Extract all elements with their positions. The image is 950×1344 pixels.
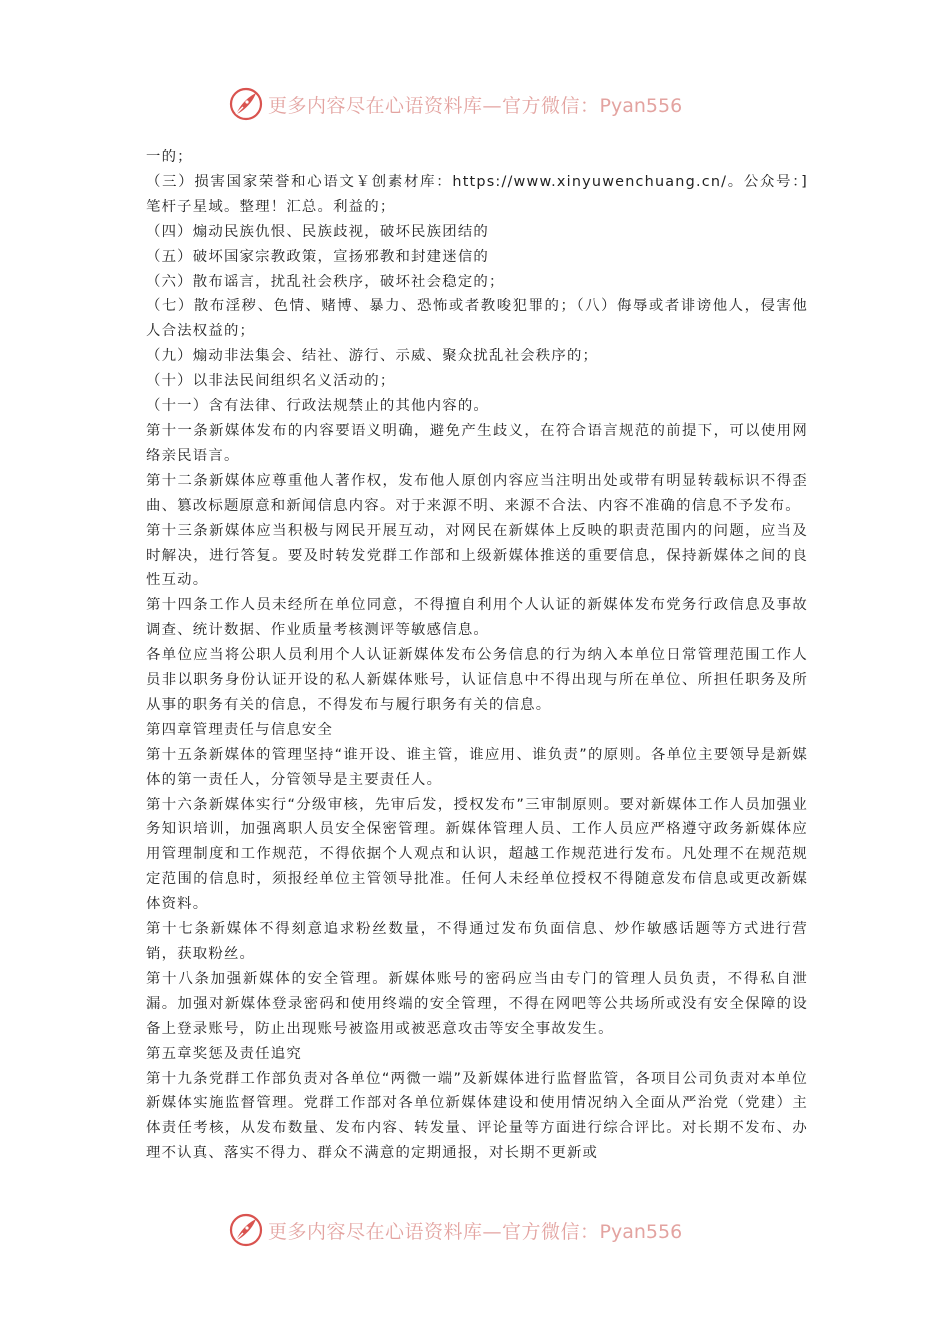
paragraph: 第十九条党群工作部负责对各单位“两微一端”及新媒体进行监督监管，各项目公司负责对本单位新媒体实施监督管理。党群工作部对各单位新媒体建设和使用情况纳入全面从严治党（党建）主体责任考核，从发布数量、发布内容、转发量、评论量等方面进行综合评比。对长期不发布、办理不认真、落实不得力、群众不满意的定期通报，对长期不更新或 bbox=[146, 1070, 808, 1162]
pen-nib-logo-icon bbox=[228, 86, 264, 122]
paragraph: 一的； bbox=[146, 149, 193, 165]
paragraph: （十）以非法民间组织名义活动的； bbox=[146, 373, 396, 390]
paragraph: 第十七条新媒体不得刻意追求粉丝数量，不得通过发布负面信息、炒作敏感话题等方式进行营销，获取粉丝。 bbox=[146, 921, 808, 962]
paragraph: 第十八条加强新媒体的安全管理。新媒体账号的密码应当由专门的管理人员负责，不得私自泄漏。加强对新媒体登录密码和使用终端的安全管理，不得在网吧等公共场所或没有安全保障的设备上登录账号，防止出现账号被盗用或被恶意攻击等安全事故发生。 bbox=[146, 970, 808, 1037]
paragraph: 第十六条新媒体实行“分级审核，先审后发，授权发布”三审制原则。要对新媒体工作人员加强业务知识培训，加强离职人员安全保密管理。新媒体管理人员、工作人员应严格遵守政务新媒体应用管理制度和工作规范，不得依据个人观点和认识，超越工作规范进行发布。凡处理不在规范规定范围的信息时，须报经单位主管领导批准。任何人未经单位授权不得随意发布信息或更改新媒体资料。 bbox=[146, 796, 808, 913]
paragraph: （九）煽动非法集会、结社、游行、示威、聚众扰乱社会秩序的； bbox=[146, 348, 599, 365]
paragraph: （六）散布谣言，扰乱社会秩序，破坏社会稳定的； bbox=[146, 273, 505, 290]
paragraph: 第十五条新媒体的管理坚持“谁开设、谁主管，谁应用、谁负责”的原则。各单位主要领导是新媒体的第一责任人，分管领导是主要责任人。 bbox=[146, 746, 808, 788]
paragraph: （三）损害国家荣誉和心语文￥创素材库：https://www.xinyuwenchuang.cn/。公众号：]笔杆子星域。整理！汇总。利益的； bbox=[146, 173, 808, 215]
paragraph: 第十四条工作人员未经所在单位同意，不得擅自利用个人认证的新媒体发布党务行政信息及事故调查、统计数据、作业质量考核测评等敏感信息。 bbox=[146, 597, 808, 639]
footer-wechat-id: Pyan556 bbox=[599, 1220, 683, 1243]
header-wechat-id: Pyan556 bbox=[599, 94, 683, 117]
paragraph: 各单位应当将公职人员利用个人认证新媒体发布公务信息的行为纳入本单位日常管理范围工作人员非以职务身份认证开设的私人新媒体账号，认证信息中不得出现与所在单位、所担任职务及所从事的职务有关的信息，不得发布与履行职务有关的信息。 bbox=[146, 647, 808, 713]
chapter-heading: 第四章管理责任与信息安全 bbox=[146, 721, 334, 738]
footer-banner-text: 更多内容尽在心语资料库—官方微信：Pyan556 bbox=[268, 1220, 683, 1243]
paragraph: （五）破坏国家宗教政策，宣扬邪教和封建迷信的 bbox=[146, 248, 489, 265]
header-banner-text: 更多内容尽在心语资料库—官方微信：Pyan556 bbox=[268, 94, 683, 117]
paragraph: （十一）含有法律、行政法规禁止的其他内容的。 bbox=[146, 398, 489, 415]
footer-banner bbox=[228, 1210, 748, 1250]
paragraph: 第十二条新媒体应尊重他人著作权，发布他人原创内容应当注明出处或带有明显转载标识不得歪曲、篡改标题原意和新闻信息内容。对于来源不明、来源不合法、内容不准确的信息不予发布。 bbox=[146, 472, 808, 514]
paragraph: 第十三条新媒体应当积极与网民开展互动，对网民在新媒体上反映的职责范围内的问题，应当及时解决，进行答复。要及时转发党群工作部和上级新媒体推送的重要信息，保持新媒体之间的良性互动。 bbox=[146, 522, 808, 589]
document-body bbox=[146, 145, 808, 1166]
paragraph: 第十一条新媒体发布的内容要语义明确，避免产生歧义，在符合语言规范的前提下，可以使用网络亲民语言。 bbox=[146, 422, 808, 464]
pen-nib-logo-icon bbox=[228, 1212, 264, 1248]
paragraph: （七）散布淫秽、色情、赌博、暴力、恐怖或者教唆犯罪的；（八）侮辱或者诽谤他人，侵害他人合法权益的； bbox=[146, 298, 808, 340]
chapter-heading: 第五章奖惩及责任追究 bbox=[146, 1045, 302, 1062]
paragraph: （四）煽动民族仇恨、民族歧视，破坏民族团结的 bbox=[146, 223, 489, 240]
header-banner bbox=[228, 84, 748, 124]
